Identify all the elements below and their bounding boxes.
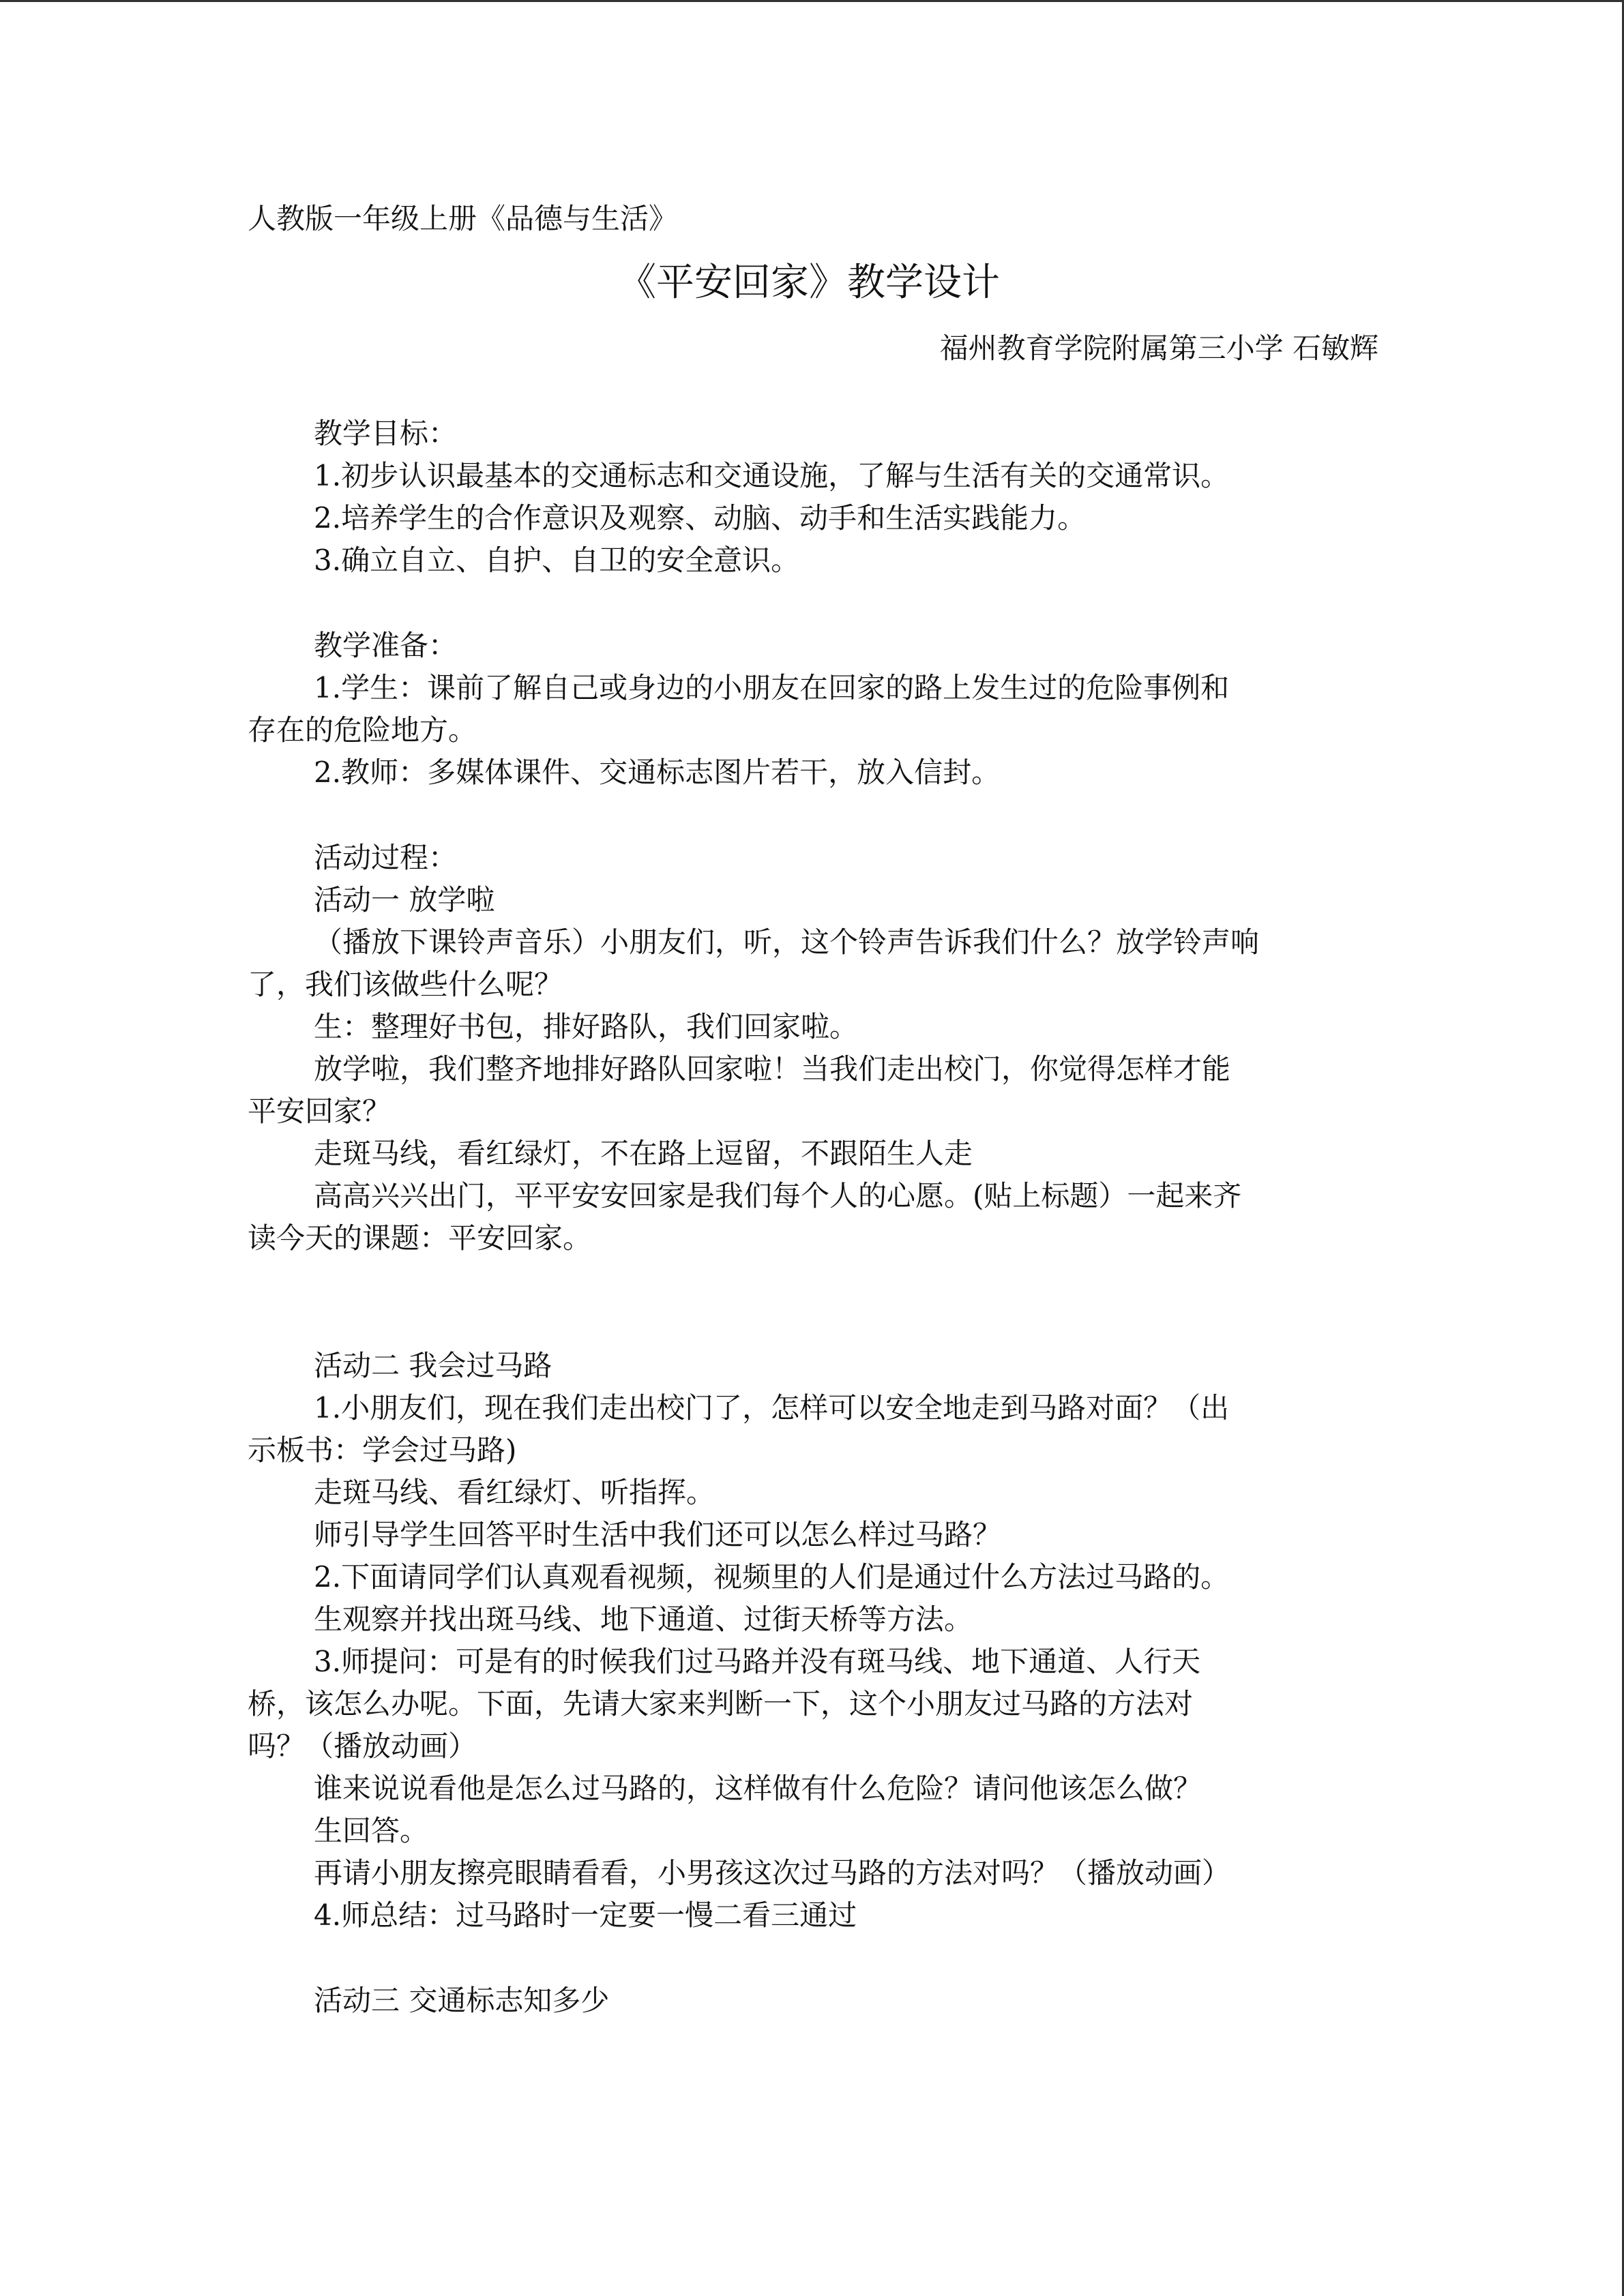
paragraph: 生观察并找出斑马线、地下通道、过街天桥等方法。	[314, 1602, 973, 1636]
page-title: 《平安回家》教学设计	[618, 260, 1000, 305]
paragraph: 师引导学生回答平时生活中我们还可以怎么样过马路？	[314, 1518, 1002, 1551]
paragraph: 2.下面请同学们认真观看视频，视频里的人们是通过什么方法过马路的。	[314, 1560, 1230, 1594]
paragraph: 生回答。	[314, 1814, 429, 1847]
activity-2-title: 活动二 我会过马路	[314, 1349, 552, 1382]
paragraph: 走斑马线，看红绿灯，不在路上逗留，不跟陌生人走	[314, 1137, 973, 1170]
paragraph: 再请小朋友擦亮眼睛看看，小男孩这次过马路的方法对吗？（播放动画）	[314, 1856, 1231, 1890]
paragraph-continued: 桥，该怎么办呢。下面，先请大家来判断一下，这个小朋友过马路的方法对	[248, 1687, 1194, 1720]
goals-heading: 教学目标：	[314, 417, 458, 450]
activity-1-title: 活动一 放学啦	[314, 883, 495, 916]
goal-item: 3.确立自立、自护、自卫的安全意识。	[314, 543, 800, 577]
paragraph-continued: 吗？（播放动画）	[248, 1729, 477, 1763]
prep-heading: 教学准备：	[314, 629, 458, 662]
paragraph-continued: 示板书：学会过马路)	[248, 1433, 517, 1467]
paragraph: （播放下课铃声音乐）小朋友们，听，这个铃声告诉我们什么？放学铃声响	[314, 925, 1260, 959]
author-line: 福州教育学院附属第三小学 石敏辉	[939, 331, 1378, 365]
paragraph-continued: 读今天的课题：平安回家。	[248, 1221, 592, 1255]
course-subtitle: 人教版一年级上册《品德与生活》	[248, 202, 678, 235]
paragraph: 3.师提问：可是有的时候我们过马路并没有斑马线、地下通道、人行天	[314, 1645, 1201, 1678]
paragraph: 4.师总结：过马路时一定要一慢二看三通过	[314, 1898, 857, 1932]
paragraph-continued: 平安回家？	[248, 1094, 392, 1128]
prep-item: 1.学生：课前了解自己或身边的小朋友在回家的路上发生过的危险事例和	[314, 671, 1230, 704]
goal-item: 1.初步认识最基本的交通标志和交通设施，了解与生活有关的交通常识。	[314, 459, 1230, 492]
paragraph: 高高兴兴出门，平平安安回家是我们每个人的心愿。(贴上标题）一起来齐	[314, 1179, 1242, 1212]
paragraph-continued: 了，我们该做些什么呢？	[248, 968, 563, 1001]
paragraph: 走斑马线、看红绿灯、听指挥。	[314, 1476, 715, 1509]
paragraph: 放学啦，我们整齐地排好路队回家啦！当我们走出校门，你觉得怎样才能	[314, 1052, 1231, 1086]
paragraph: 生：整理好书包，排好路队，我们回家啦。	[314, 1010, 859, 1043]
activity-3-title: 活动三 交通标志知多少	[314, 1984, 610, 2017]
prep-item-continued: 存在的危险地方。	[248, 713, 477, 747]
prep-item: 2.教师：多媒体课件、交通标志图片若干，放入信封。	[314, 756, 1001, 789]
paragraph: 谁来说说看他是怎么过马路的，这样做有什么危险？请问他该怎么做？	[314, 1772, 1202, 1805]
process-heading: 活动过程：	[314, 841, 458, 874]
paragraph: 1.小朋友们，现在我们走出校门了，怎样可以安全地走到马路对面？（出	[314, 1391, 1230, 1425]
goal-item: 2.培养学生的合作意识及观察、动脑、动手和生活实践能力。	[314, 501, 1087, 535]
